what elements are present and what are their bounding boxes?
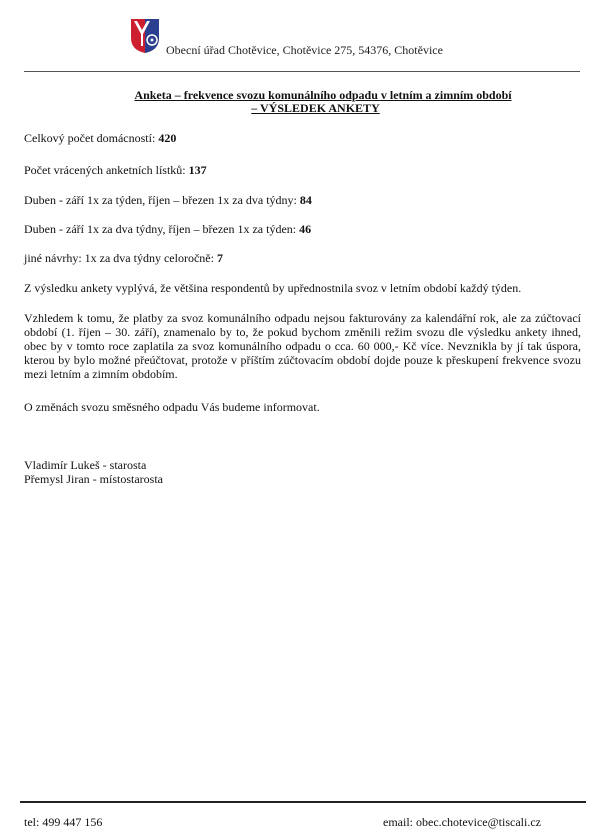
title-line-2: – VÝSLEDEK ANKETY <box>251 101 380 115</box>
signature-mayor: Vladimír Lukeš - starosta <box>24 458 147 472</box>
stat-option-1: Duben - září 1x za týden, říjen – březen 1x za dva týdny: 84 <box>24 193 312 207</box>
stat-households: Celkový počet domácností: 420 <box>24 131 177 145</box>
explanation-paragraph: Vzhledem k tomu, že platby za svoz komunálního odpadu nejsou fakturovány za kalendářní rok, ale za zúčtovací období (1. říjen – 30. září), znamenalo by to, že pokud bychom změnili režim svozu dle výsledku ankety ihned, obec by v tomto roce zaplatila za svoz komunálního odpadu o cca. 60 000,- Kč více. Nevznikla by jí tak úspora, kterou by bylo možné přeúčtovat, protože v příštím zúčtovacím období dojde pouze k přeskupení frekvence svozu mezi letním a zimním obdobím. <box>24 311 581 381</box>
footer-divider <box>20 801 586 803</box>
header-divider <box>24 71 580 72</box>
stat-other-proposals: jiné návrhy: 1x za dva týdny celoročně: 7 <box>24 251 223 265</box>
stat-option-2: Duben - září 1x za dva týdny, říjen – březen 1x za týden: 46 <box>24 222 312 236</box>
footer-phone: tel: 499 447 156 <box>24 815 103 829</box>
document-title <box>0 89 611 115</box>
title-line-1: Anketa – frekvence svozu komunálního odpadu v letním a zimním období <box>134 88 512 102</box>
result-paragraph: Z výsledku ankety vyplývá, že většina respondentů by upřednostnila svoz v letním období každý týden. <box>24 281 522 295</box>
signature-deputy: Přemysl Jiran - místostarosta <box>24 472 163 486</box>
info-paragraph: O změnách svozu směsného odpadu Vás budeme informovat. <box>24 400 320 414</box>
stat-returned-forms: Počet vrácených anketních lístků: 137 <box>24 163 207 177</box>
office-address: Obecní úřad Chotěvice, Chotěvice 275, 54376, Chotěvice <box>166 43 443 57</box>
footer-email: email: obec.chotevice@tiscali.cz <box>383 815 541 829</box>
municipal-coat-of-arms-logo <box>130 18 160 54</box>
